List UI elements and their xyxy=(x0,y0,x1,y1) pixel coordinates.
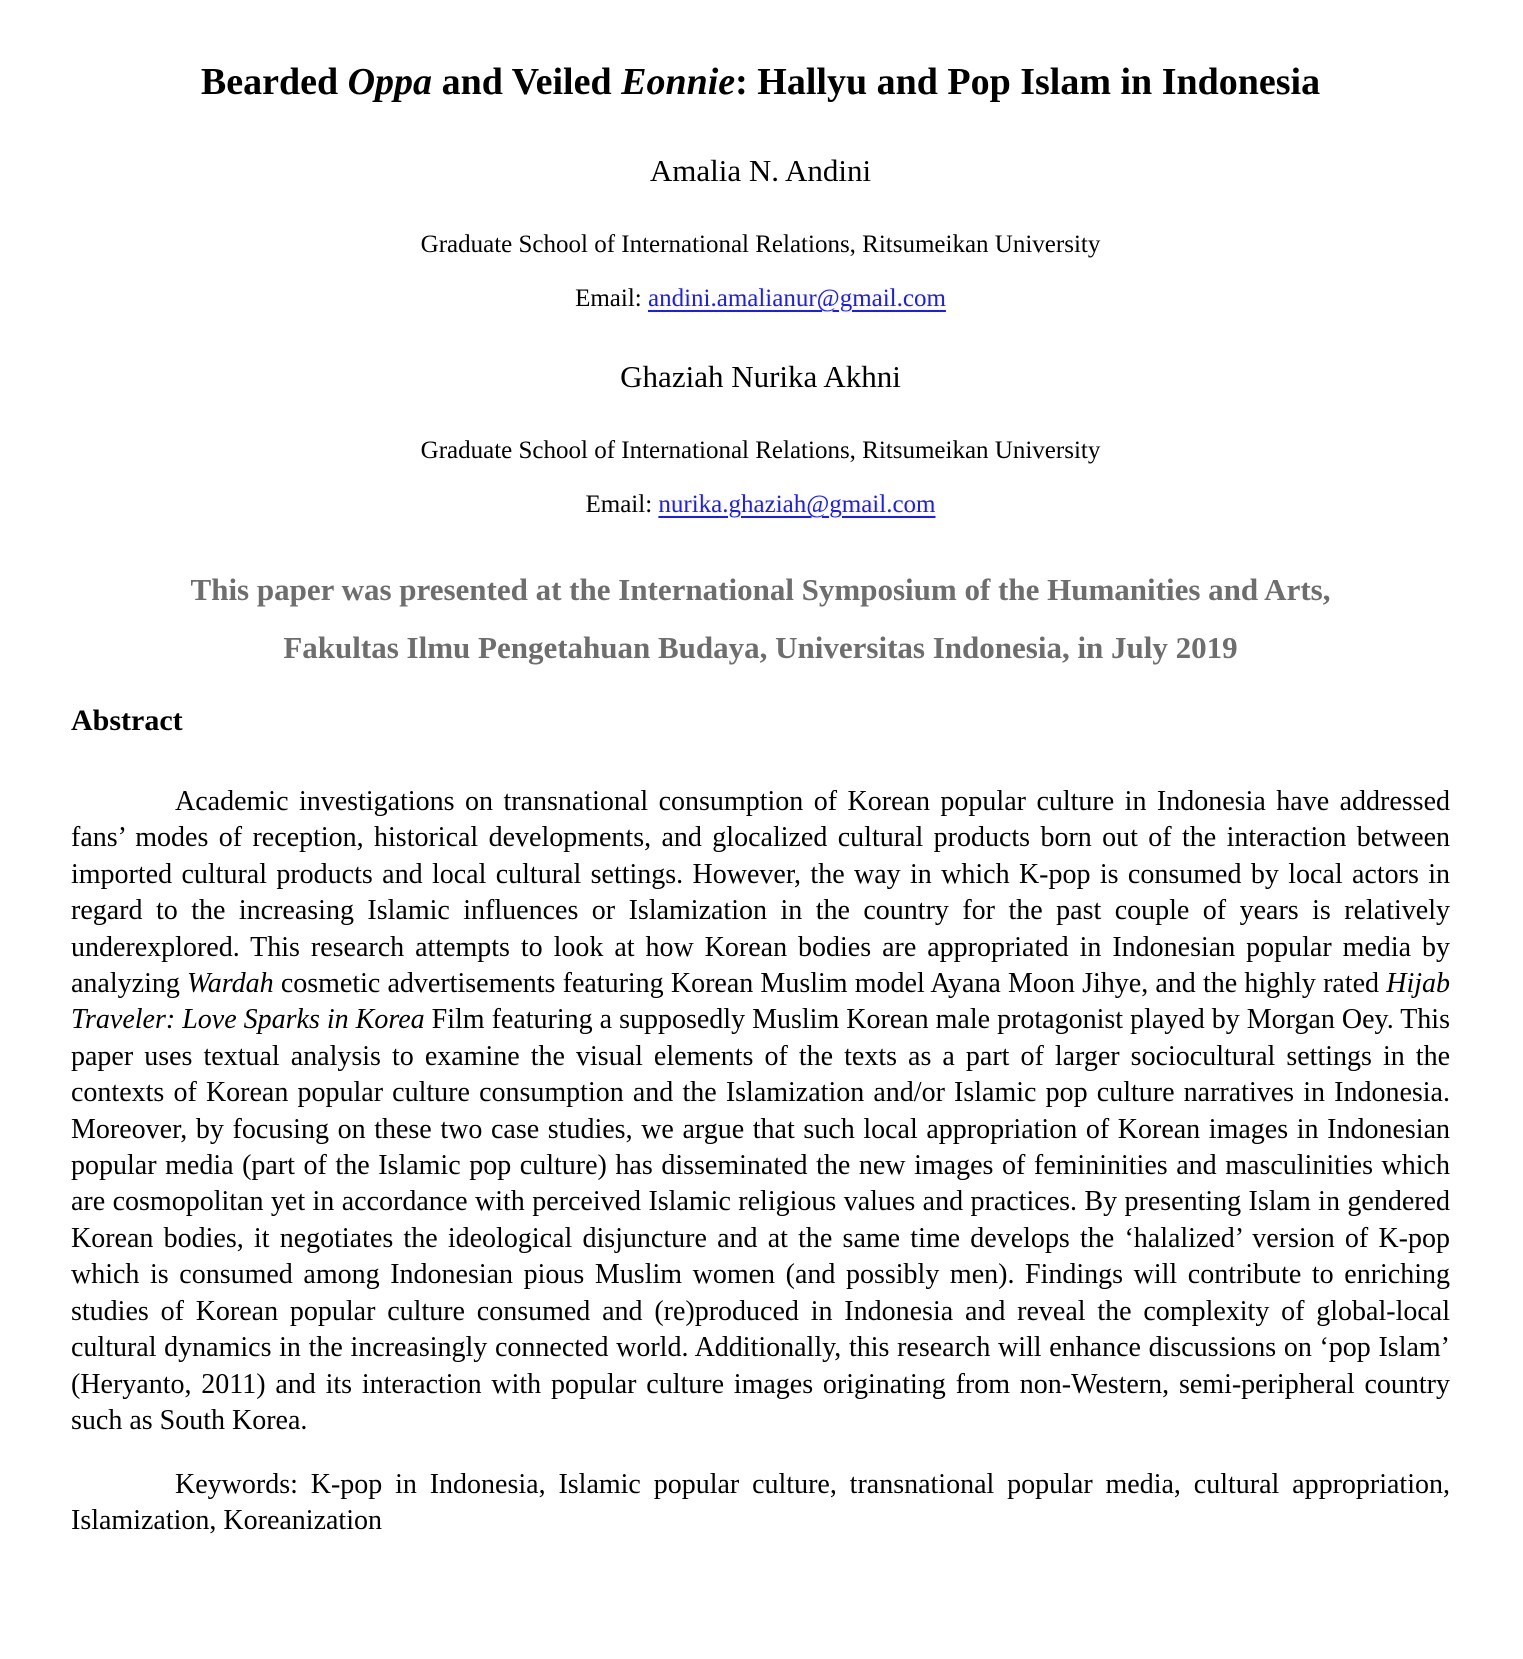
author-email-line-2 xyxy=(71,489,1450,521)
abstract-italic-film-title: Hijab Traveler: Love Sparks in Korea xyxy=(71,968,1450,1036)
author-affiliation-1: Graduate School of International Relations, Ritsumeikan University xyxy=(420,231,1101,258)
presented-note-line-1: This paper was presented at the International Symposium of the Humanities and Arts, xyxy=(190,572,1331,607)
title-part-2: Oppa xyxy=(347,61,433,103)
abstract-heading: Abstract xyxy=(71,704,183,737)
abstract-italic-wardah: Wardah xyxy=(187,968,274,1000)
email-link-1[interactable]: andini.amalianur@gmail.com xyxy=(647,285,946,312)
author-email-line-1 xyxy=(71,283,1450,315)
abstract-text-2: cosmetic advertisements featuring Korean Muslim model Ayana Moon Jihye, and the highly rated xyxy=(273,968,1387,1000)
author-name-1: Amalia N. Andini xyxy=(649,153,872,188)
presented-note-line-2: Fakultas Ilmu Pengetahuan Budaya, Universitas Indonesia, in July 2019 xyxy=(283,630,1238,665)
paper-title xyxy=(71,0,1450,106)
keywords: Keywords: K-pop in Indonesia, Islamic popular culture, transnational popular media, cultural appropriation, Islamization, Koreanization xyxy=(71,1469,1450,1537)
abstract-body xyxy=(71,784,1450,1439)
title-part-4: Eonnie xyxy=(621,61,736,103)
email-link-2[interactable]: nurika.ghaziah@gmail.com xyxy=(658,491,936,518)
presented-note xyxy=(71,561,1450,677)
title-part-3: and Veiled xyxy=(432,61,622,103)
email-label-1: Email: xyxy=(575,285,648,312)
author-affiliation-2: Graduate School of International Relations, Ritsumeikan University xyxy=(420,437,1101,464)
abstract-text-3: Film featuring a supposedly Muslim Korean male protagonist played by Morgan Oey. This paper uses textual analysis to examine the visual elements of the texts as a part of larger sociocultural settings in the contexts of Korean popular culture consumption and the Islamization and/or Islamic pop culture narratives in Indonesia. Moreover, by focusing on these two case studies, we argue that such local appropriation of Korean images in Indonesian popular media (part of the Islamic pop culture) has disseminated the new images of femininities and masculinities which are cosmopolitan yet in accordance with perceived Islamic religious values and practices. By presenting Islam in gendered Korean bodies, it negotiates the ideological disjuncture and at the same time develops the ‘halalized’ version of K-pop which is consumed among Indonesian pious Muslim women (and possibly men). Findings will contribute to enriching studies of Korean popular culture consumed and (re)produced in Indonesia and reveal the complexity of global-local cultural dynamics in the increasingly connected world. Additionally, this research will enhance discussions on ‘pop Islam’ (Heryanto, 2011) and its interaction with popular culture images originating from non-Western, semi-peripheral country such as South Korea. xyxy=(71,1004,1450,1436)
abstract-text-1: Academic investigations on transnational consumption of Korean popular culture in Indonesia have addressed fans’ modes of reception, historical developments, and glocalized cultural products born out of the interaction between imported cultural products and local cultural settings. However, the way in which K-pop is consumed by local actors in regard to the increasing Islamic influences or Islamization in the country for the past couple of years is relatively underexplored. This research attempts to look at how Korean bodies are appropriated in Indonesian popular media by analyzing xyxy=(71,786,1450,1000)
author-name-2: Ghaziah Nurika Akhni xyxy=(620,359,901,394)
email-label-2: Email: xyxy=(585,491,659,518)
title-part-5: : Hallyu and Pop Islam in Indonesia xyxy=(735,61,1321,103)
title-part-1: Bearded xyxy=(200,61,348,103)
